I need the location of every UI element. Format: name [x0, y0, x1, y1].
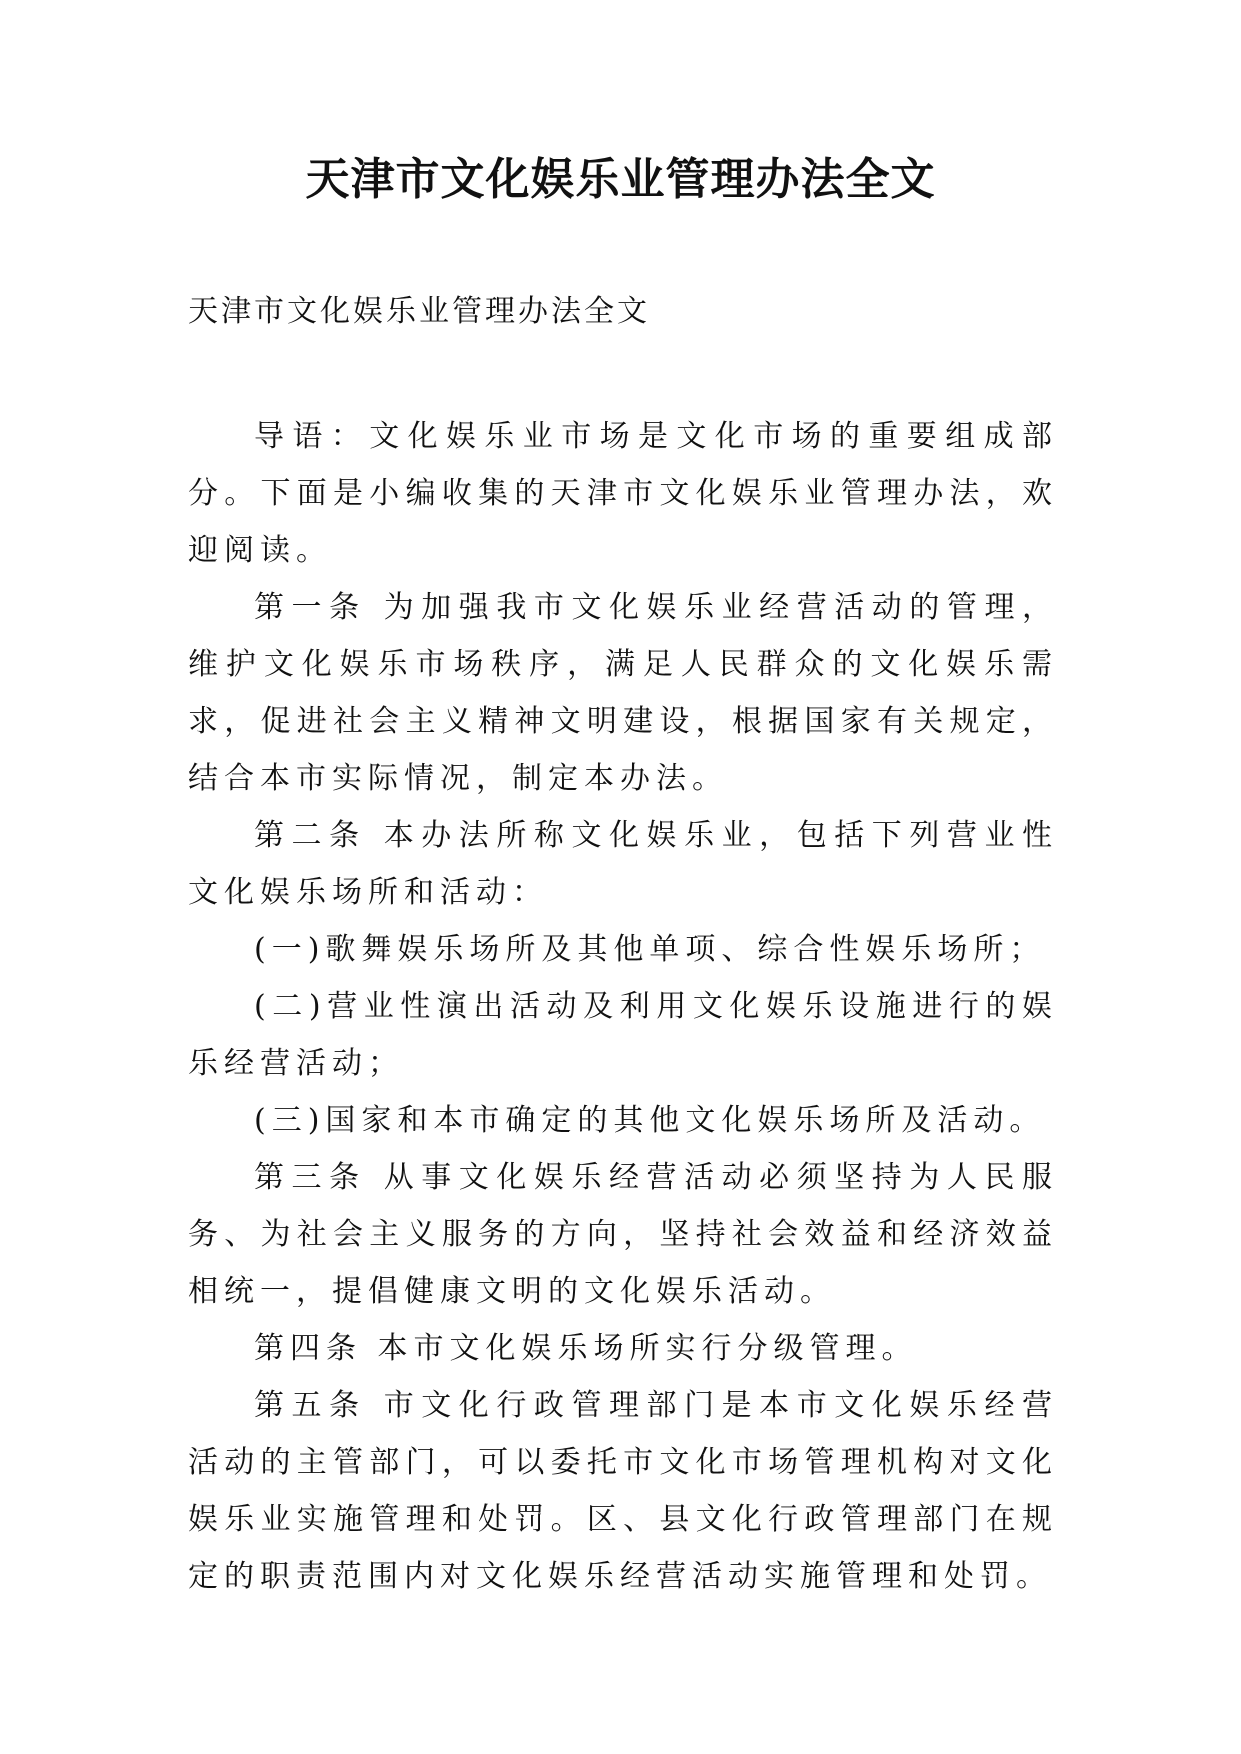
paragraph-article-5: 第五条 市文化行政管理部门是本市文化娱乐经营活动的主管部门，可以委托市文化市场管理机构对文化娱乐业实施管理和处罚。区、县文化行政管理部门在规定的职责范围内对文化娱乐经营活动实施管理和处罚。 — [188, 1388, 1058, 1594]
paragraph-item-1: (一)歌舞娱乐场所及其他单项、综合性娱乐场所； — [254, 932, 1046, 967]
paragraph-article-2: 第二条 本办法所称文化娱乐业，包括下列营业性文化娱乐场所和活动： — [188, 818, 1058, 910]
paragraph-article-1: 第一条 为加强我市文化娱乐业经营活动的管理，维护文化娱乐市场秩序，满足人民群众的文化娱乐需求，促进社会主义精神文明建设，根据国家有关规定，结合本市实际情况，制定本办法。 — [188, 590, 1058, 796]
paragraph-intro: 导语：文化娱乐业市场是文化市场的重要组成部分。下面是小编收集的天津市文化娱乐业管理办法，欢迎阅读。 — [188, 419, 1058, 568]
document-subtitle: 天津市文化娱乐业管理办法全文 — [188, 294, 650, 329]
paragraph-item-3: (三)国家和本市确定的其他文化娱乐场所及活动。 — [254, 1103, 1046, 1138]
document-title: 天津市文化娱乐业管理办法全文 — [305, 154, 936, 205]
paragraph-article-3: 第三条 从事文化娱乐经营活动必须坚持为人民服务、为社会主义服务的方向，坚持社会效益和经济效益相统一，提倡健康文明的文化娱乐活动。 — [188, 1160, 1058, 1309]
document-body — [188, 408, 1058, 1605]
paragraph-article-4: 第四条 本市文化娱乐场所实行分级管理。 — [254, 1331, 918, 1366]
paragraph-item-2: (二)营业性演出活动及利用文化娱乐设施进行的娱乐经营活动； — [188, 989, 1058, 1081]
